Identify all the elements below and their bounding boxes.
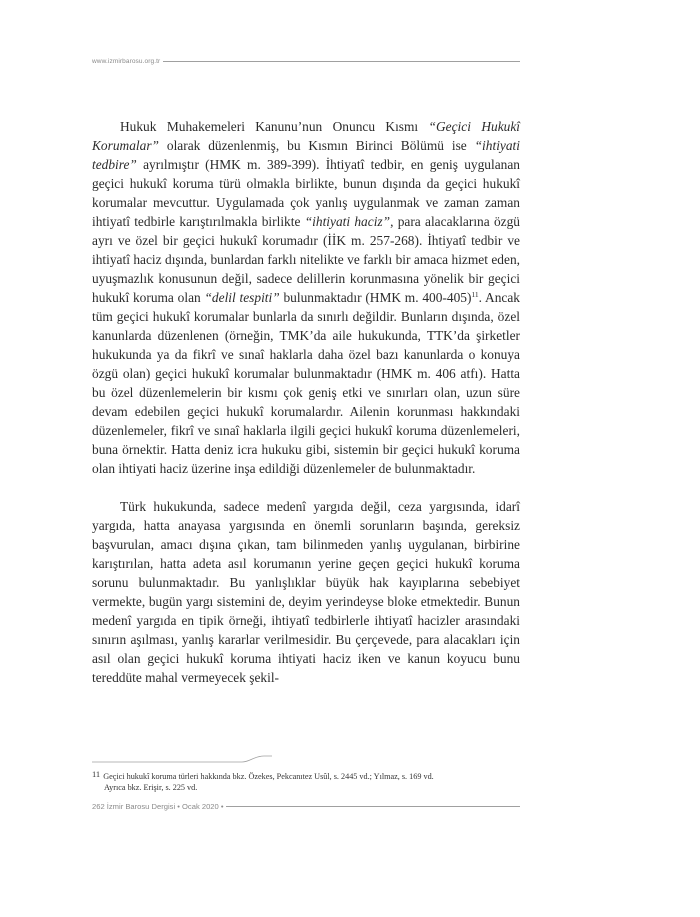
text-run: . Ancak tüm geçici hukukî korumalar bunlarla da sınırlı değildir. Bunların dışında, özel kanunlarda düzenlenen (örneğin, TMK’da aile hukukunda, TTK’da şirketler hukukunda ya da fikrî ve sınaî haklarla daha özel bazı kanunlarda o konuya özgü olan) geçici hukukî korumalar bulunmaktadır (HMK m. 406 atfı). Hatta bu özel düzenlemelerin bir kısmı çok geniş etki ve sınırları olan, uzun süre devam edebilen geçici hukukî korumalardır. Ailenin korunması hakkındaki düzenlemeler, fikrî ve sınaî haklarla ilgili geçici hukukî koruma düzenlemeleri, buna örnektir. Hatta deniz icra hukuku gibi, sistemin bir geçici hukukî koruma olan ihtiyati haciz üzerine inşa edildiği düzenlemeler de bulunmaktadır.	[92, 290, 521, 476]
footnote	[92, 769, 520, 793]
text-run: Hukuk Muhakemeleri Kanunu’nun Onuncu Kısmı	[120, 119, 429, 134]
page-footer	[92, 800, 520, 812]
paragraph-2: Türk hukukunda, sadece medenî yargıda değil, ceza yargısında, idarî yargıda, hatta anayasa yargısında en önemli sorunların başında, gereksiz başvurulan, amacı dışına çıkan, tam bilinmeden yanlış uygulanan, birbirine karıştırılan, hatta adeta asıl korumanın yerine geçen geçici hukukî koruma sorunu bulunmaktadır. Bu yanlışlıklar büyük hak kayıplarına sebebiyet vermekte, bugün yargı sistemini de, deyim yerindeyse bloke etmektedir. Bunun medenî yargıda en tipik örneği, ihtiyatî tedbirlerle ihtiyatî hacizler arasındaki sınırın aşılması, yanlış kararlar verilmesidir. Bu çerçevede, para alacakları için asıl olan geçici hukukî koruma ihtiyati haciz iken ve kanun koyucu bunu tereddüte mahal vermeyecek şekil-	[92, 499, 520, 685]
italic-term: “delil tespiti”	[204, 290, 280, 305]
footnote-reference[interactable]: 11	[471, 290, 479, 299]
header-url: www.izmirbarosu.org.tr	[92, 57, 161, 65]
text-run: olarak düzenlenmiş, bu Kısmın Birinci Bölümü ise	[158, 138, 475, 153]
page-header	[92, 55, 520, 67]
italic-term: “ihtiyati tedbire”	[92, 138, 520, 172]
text-run: , para alacaklarına özgü ayrı ve özel bir geçici hukukî korumadır (İİK m. 257-268). İhtiyatî tedbir ve ihtiyatî haciz dışında, bunlardan farklı nitelikte ve farklı bir amaca hizmet eden, uyuşmazlık konusunun değil, sadece delillerin korunmasına yönelik bir geçici hukukî koruma olan	[92, 214, 520, 305]
footnote-separator	[92, 755, 272, 763]
text-run: bulunmaktadır (HMK m. 400-405)	[279, 290, 472, 305]
header-rule	[163, 61, 520, 62]
footnote-line-1: Geçici hukukî koruma türleri hakkında bkz. Özekes, Pekcanıtez Usûl, s. 2445 vd.; Yılmaz, s. 169 vd.	[103, 772, 434, 781]
footer-rule	[226, 806, 520, 807]
footnote-line-2: Ayrıca bkz. Erişir, s. 225 vd.	[104, 783, 198, 792]
text-run: ayrılmıştır (HMK m. 389-399). İhtiyatî tedbir, en geniş uygulanan geçici hukukî koruma türü olmakla birlikte, bunun dışında da geçici hukukî korumalar mevcuttur. Uygulamada çok yanlış uygulanmak ve zaman zaman ihtiyatî tedbirle karıştırılmakla birlikte	[92, 157, 520, 229]
italic-term: “Geçici Hukukî Korumalar”	[92, 119, 520, 153]
body-text	[92, 117, 520, 687]
footer-text: 262 İzmir Barosu Dergisi • Ocak 2020 •	[92, 801, 224, 811]
footnote-number: 11	[92, 769, 101, 779]
italic-term: “ihtiyati haciz”	[304, 214, 391, 229]
paragraph-1	[92, 117, 520, 478]
